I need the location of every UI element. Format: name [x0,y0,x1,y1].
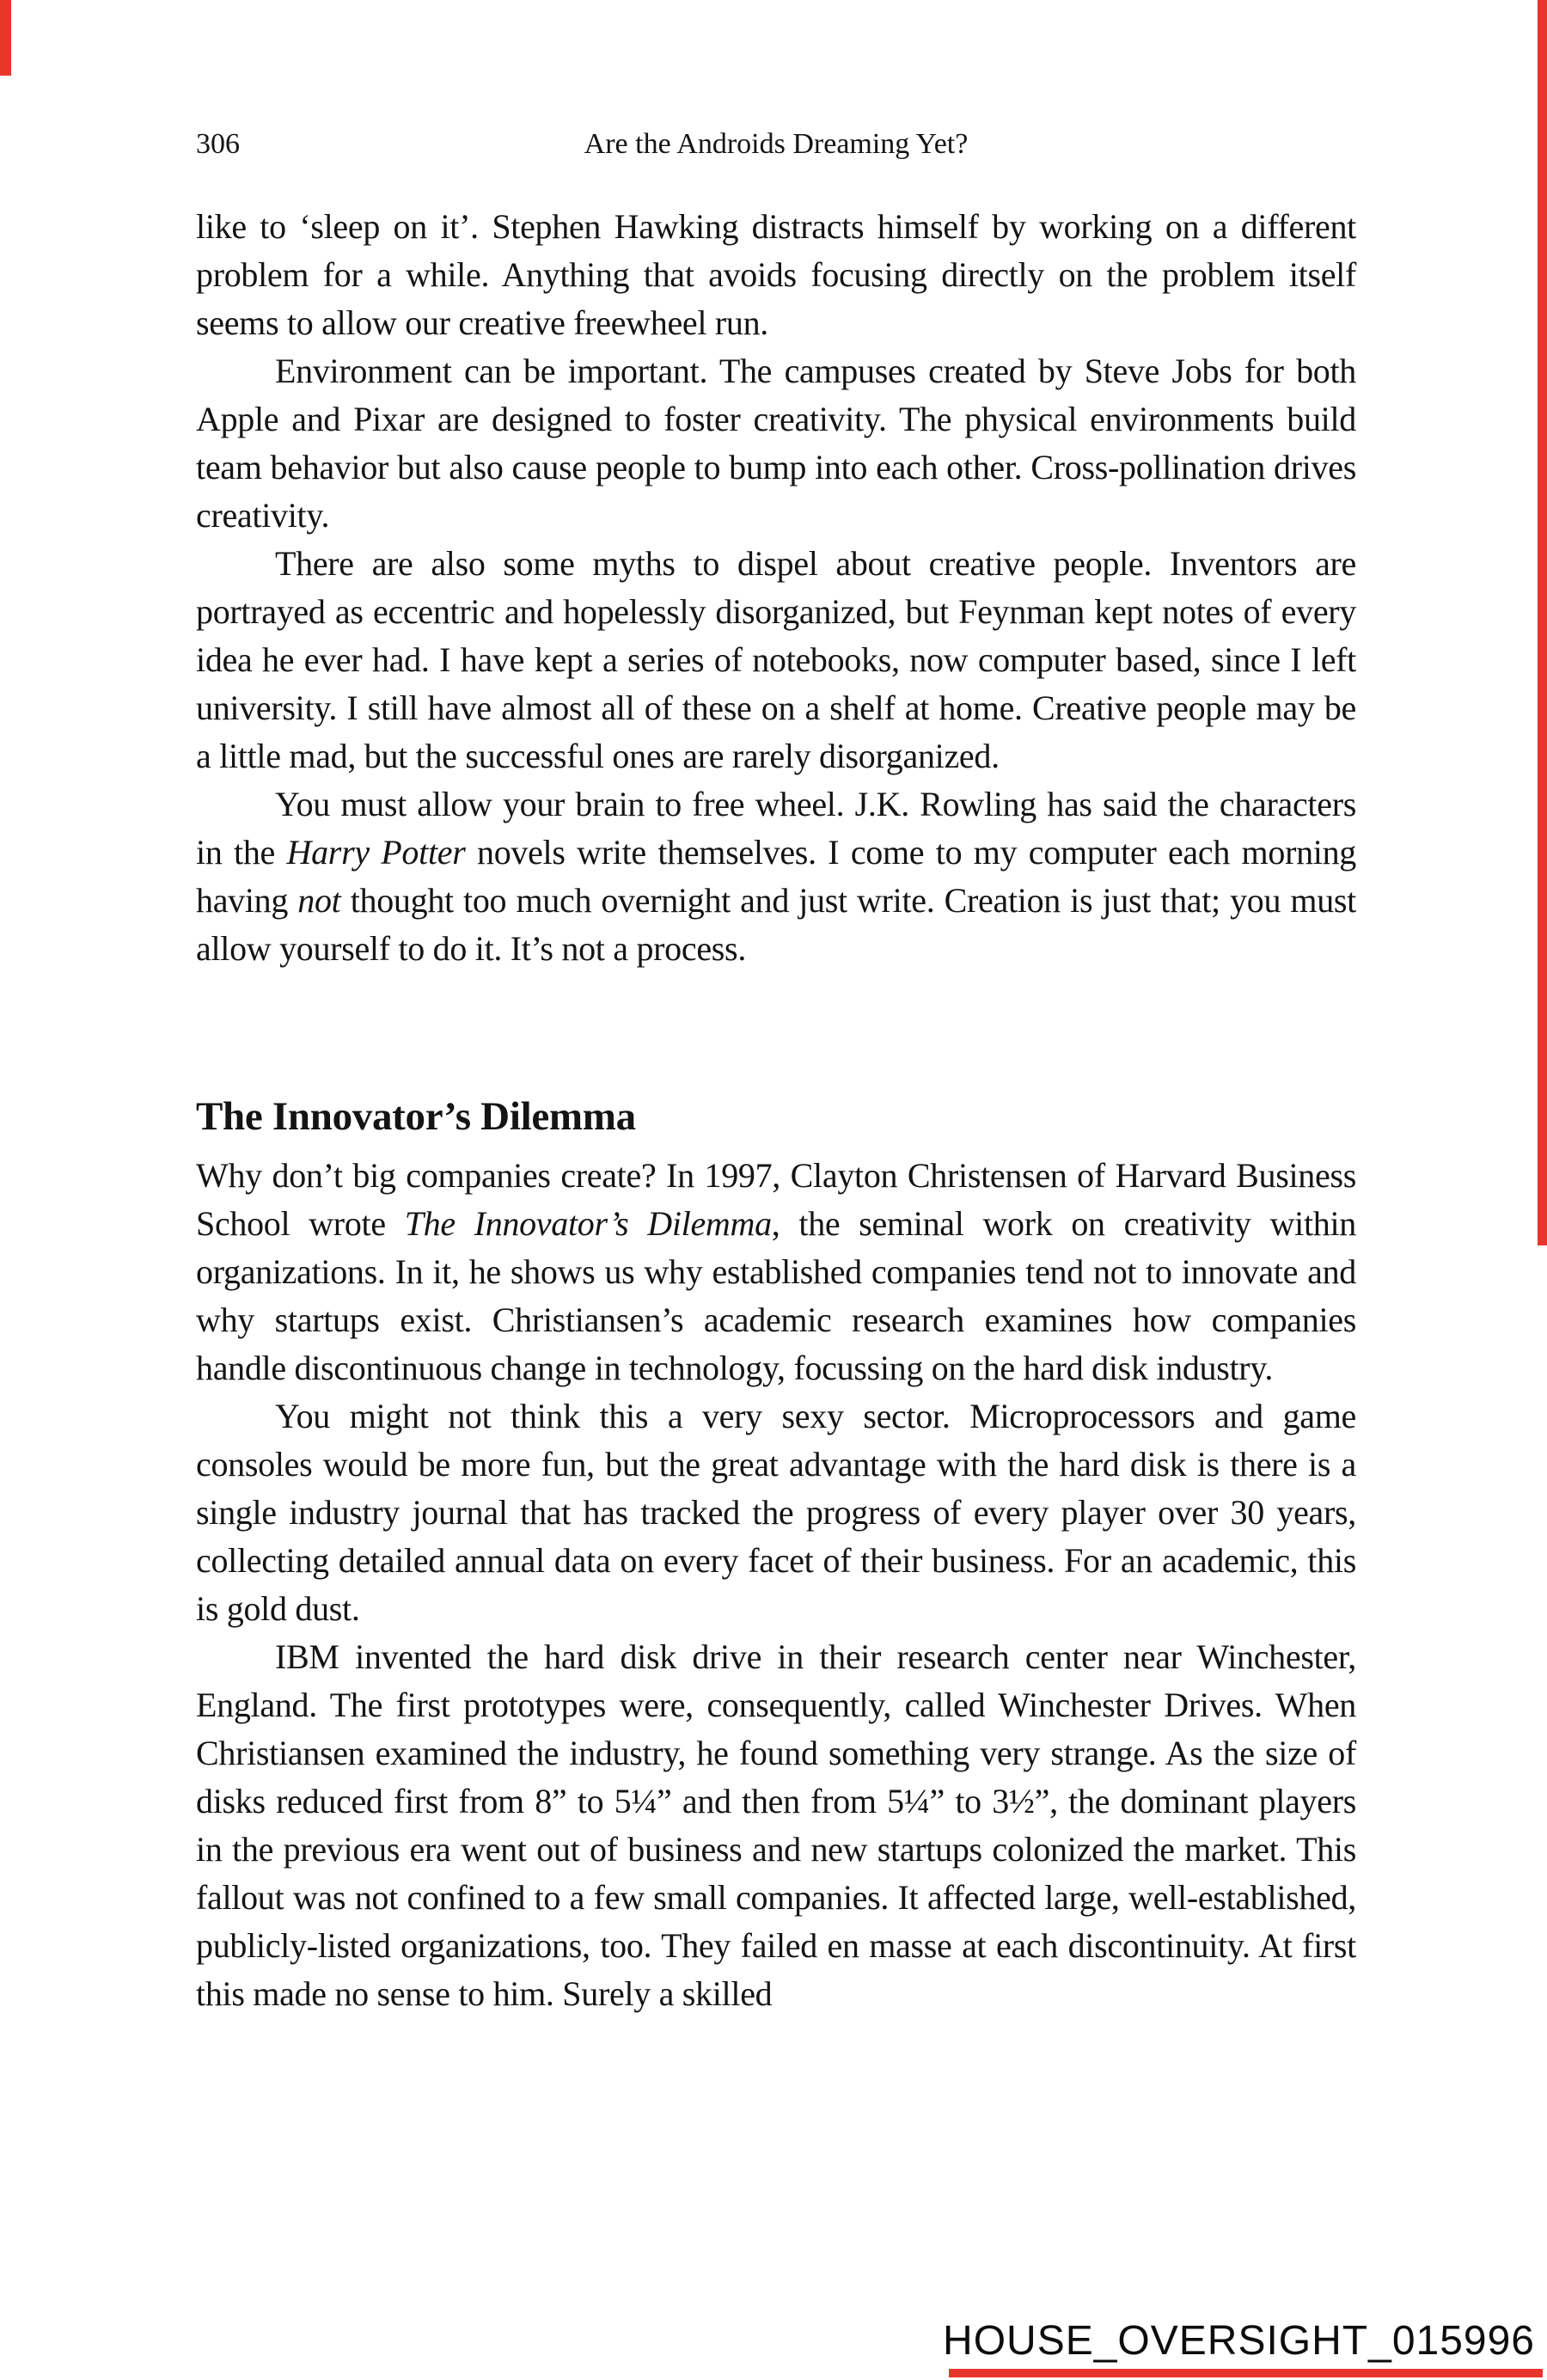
page-header [196,125,1356,163]
page-body [196,203,1356,2018]
paragraph: You must allow your brain to free wheel. J.K. Rowling has said the characters in the Harry Potter novels write themselves. I come to my computer each morning having not thought too much overnight and just write. Creation is just that; you must allow yourself to do it. It’s not a process. [196,785,1356,968]
watermark-underline-mark [949,2369,1543,2377]
redaction-mark-right-edge [1538,0,1547,1245]
redaction-mark-top-left [0,0,11,76]
paragraph: Why don’t big companies create? In 1997, Clayton Christensen of Harvard Business School wrote The Innovator’s Dilemma, the seminal work on creativity within organizations. In it, he shows us why established companies tend not to innovate and why startups exist. Christiansen’s academic research examines how companies handle discontinuous change in technology, focussing on the hard disk industry. [196,1156,1357,1387]
paragraph: IBM invented the hard disk drive in their research center near Winchester, England. The first prototypes were, consequently, called Winchester Drives. When Christiansen examined the industry, he found something very strange. As the size of disks reduced first from 8” to 5¼” and then from 5¼” to 3½”, the dominant players in the previous era went out of business and new startups colonized the market. This fallout was not confined to a few small companies. It affected large, well-established, publicly-listed organizations, too. They failed en masse at each discontinuity. At first this made no sense to him. Surely a skilled [196,1637,1356,2013]
watermark-label: HOUSE_OVERSIGHT_015996 [943,2318,1535,2364]
paragraph: Environment can be important. The campuses created by Steve Jobs for both Apple and Pixar are designed to foster creativity. The physical environments build team behavior but also cause people to bump into each other. Cross-pollination drives creativity. [196,352,1356,535]
paragraph: You might not think this a very sexy sector. Microprocessors and game consoles would be more fun, but the great advantage with the hard disk is there is a single industry journal that has tracked the progress of every player over 30 years, collecting detailed annual data on every facet of their business. For an academic, this is gold dust. [196,1397,1356,1628]
running-title: Are the Androids Dreaming Yet? [584,128,969,160]
page-number: 306 [196,128,240,160]
paragraph: There are also some myths to dispel about creative people. Inventors are portrayed as eccentric and hopelessly disorganized, but Feynman kept notes of every idea he ever had. I have kept a series of notebooks, now computer based, since I left university. I still have almost all of these on a shelf at home. Creative people may be a little mad, but the successful ones are rarely disorganized. [196,544,1356,775]
section-heading: The Innovator’s Dilemma [196,1094,636,1139]
paragraph: like to ‘sleep on it’. Stephen Hawking distracts himself by working on a different problem for a while. Anything that avoids focusing directly on the problem itself seems to allow our creative freewheel run. [196,207,1356,342]
